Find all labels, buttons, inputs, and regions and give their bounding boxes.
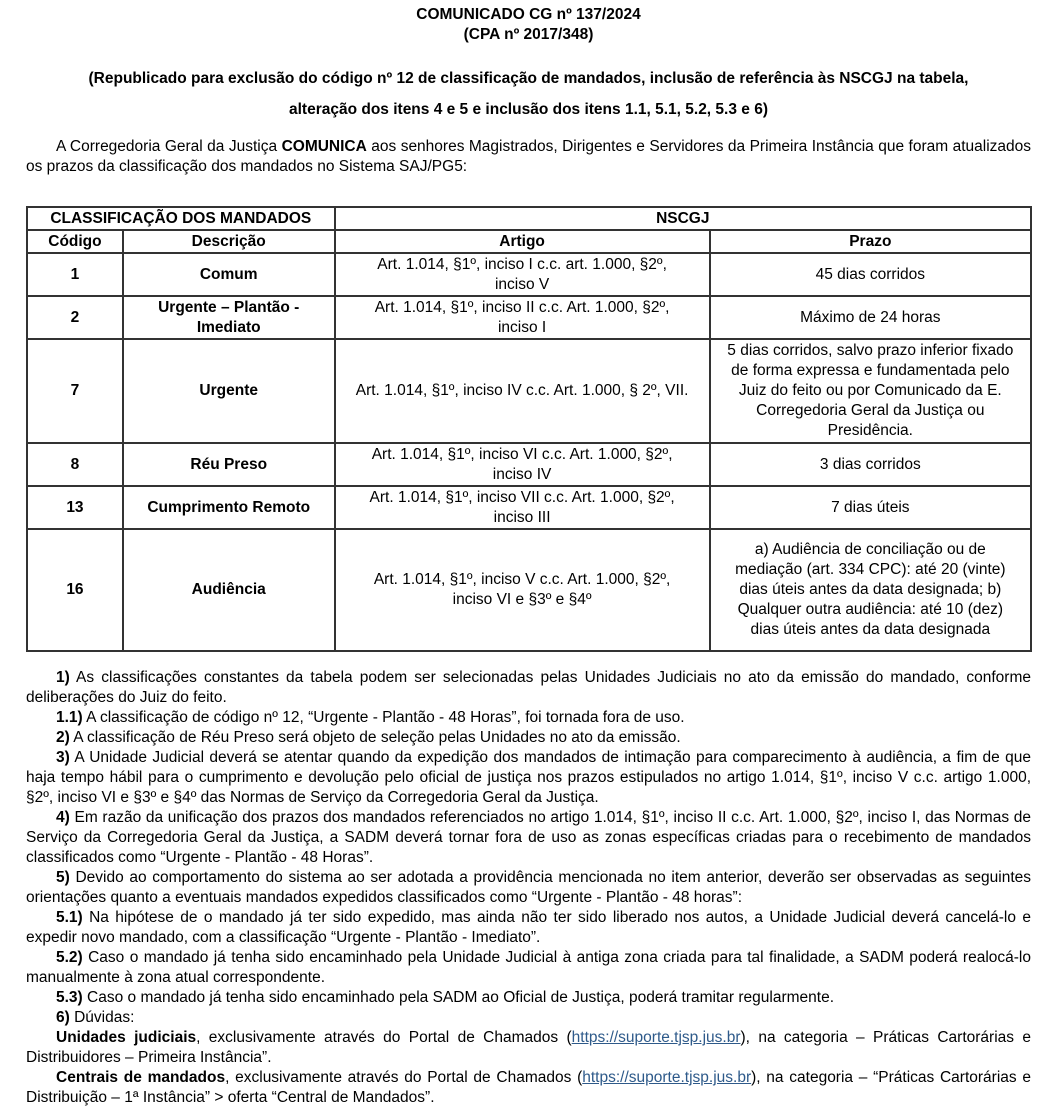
cell-prazo: a) Audiência de conciliação ou de mediação (art. 334 CPC): até 20 (vinte) dias úteis antes da data designada; b) Qualquer outra audiência: até 10 (dez) dias úteis antes da data designada [710,529,1031,651]
contact-text-before: , exclusivamente através do Portal de Chamados ( [225,1069,583,1086]
republication-note [26,63,1031,125]
note-item [26,908,1031,948]
contact-label: Centrais de mandados [56,1069,226,1086]
mandados-table [26,206,1032,652]
table-column-header-row [27,230,1031,253]
column-header-artigo: Artigo [335,230,710,253]
table-row [27,253,1031,296]
table-row [27,296,1031,339]
note-number: 5) [56,869,70,886]
note-number: 4) [56,809,70,826]
notes-section [26,668,1031,1108]
cell-desc: Audiência [123,529,335,651]
table-group-header-row [27,207,1031,230]
cell-code: 16 [27,529,123,651]
cell-code: 7 [27,339,123,443]
cell-artigo: Art. 1.014, §1º, inciso VI c.c. Art. 1.000, §2º, inciso IV [335,443,710,486]
support-portal-link[interactable]: https://suporte.tjsp.jus.br [571,1029,741,1046]
cell-desc: Cumprimento Remoto [123,486,335,529]
note-number: 1.1) [56,709,83,726]
intro-bold: COMUNICA [281,138,367,155]
note-item [26,808,1031,868]
contact-text-after: ), na categoria – “Práticas Cartorárias e Distribuição – 1ª Instância” > oferta “Central de Mandados”. [26,1069,1031,1106]
republication-line-1: (Republicado para exclusão do código nº 12 de classificação de mandados, inclusão de referência às NSCGJ na tabela, [88,70,969,87]
note-text: A classificação de código nº 12, “Urgente - Plantão - 48 Horas”, foi tornada fora de uso. [82,709,685,726]
note-number: 5.3) [56,989,83,1006]
table-row [27,529,1031,651]
intro-text-before: A Corregedoria Geral da Justiça [56,138,282,155]
note-text: A classificação de Réu Preso será objeto de seleção pelas Unidades no ato da emissão. [69,729,681,746]
note-item [26,948,1031,988]
note-item [26,708,1031,728]
cell-desc: Urgente – Plantão - Imediato [123,296,335,339]
note-text: Em razão da unificação dos prazos dos mandados referenciados no artigo 1.014, §1º, inciso II c.c. Art. 1.000, §2º, inciso I, das Normas de Serviço da Corregedoria Geral da Justiça, a SADM deverá tornar fora de uso as zonas específicas criadas para o recebimento de mandados classificados como “Urgente - Plantão - 48 Horas”. [26,809,1031,866]
note-text: Caso o mandado já tenha sido encaminhado pela Unidade Judicial à antiga zona criada para tal finalidade, a SADM poderá realocá-lo manualmente à zona atual correspondente. [26,949,1031,986]
note-text: Na hipótese de o mandado já ter sido expedido, mas ainda não ter sido liberado nos autos, a Unidade Judicial deverá cancelá-lo e expedir novo mandado, com a classificação “Urgente - Plantão - Imediato”. [26,909,1031,946]
intro-paragraph [26,137,1031,177]
note-number: 5.2) [56,949,83,966]
table-row [27,443,1031,486]
contact-label: Unidades judiciais [56,1029,197,1046]
cell-desc: Urgente [123,339,335,443]
note-item [26,1008,1031,1028]
note-item [26,868,1031,908]
republication-line-2: alteração dos itens 4 e 5 e inclusão dos itens 1.1, 5.1, 5.2, 5.3 e 6) [288,101,768,118]
cell-prazo: 3 dias corridos [710,443,1031,486]
cell-artigo: Art. 1.014, §1º, inciso II c.c. Art. 1.000, §2º, inciso I [335,296,710,339]
table-row [27,339,1031,443]
cell-prazo: 5 dias corridos, salvo prazo inferior fixado de forma expressa e fundamentada pelo Juiz do feito ou por Comunicado da E. Corregedoria Geral da Justiça ou Presidência. [710,339,1031,443]
cell-artigo: Art. 1.014, §1º, inciso V c.c. Art. 1.000, §2º, inciso VI e §3º e §4º [335,529,710,651]
cell-artigo: Art. 1.014, §1º, inciso I c.c. art. 1.000, §2º, inciso V [335,253,710,296]
cell-code: 13 [27,486,123,529]
contact-unidades-judiciais [26,1028,1031,1068]
note-number: 1) [56,669,70,686]
note-number: 5.1) [56,909,83,926]
cell-prazo: 7 dias úteis [710,486,1031,529]
document-title: COMUNICADO CG nº 137/2024 [416,6,641,23]
note-item [26,988,1031,1008]
cell-prazo: Máximo de 24 horas [710,296,1031,339]
cell-code: 8 [27,443,123,486]
note-item [26,748,1031,808]
note-number: 6) [56,1009,70,1026]
note-text: As classificações constantes da tabela podem ser selecionadas pelas Unidades Judiciais no ato da emissão do mandado, conforme deliberações do Juiz do feito. [26,669,1031,706]
contact-text-before: , exclusivamente através do Portal de Chamados ( [196,1029,572,1046]
cell-code: 2 [27,296,123,339]
group-header-nscgj: NSCGJ [335,207,1031,230]
table-row [27,486,1031,529]
cpa-number: (CPA nº 2017/348) [463,26,594,43]
cell-desc: Réu Preso [123,443,335,486]
cell-prazo: 45 dias corridos [710,253,1031,296]
note-text: Devido ao comportamento do sistema ao ser adotada a providência mencionada no item anterior, deverão ser observadas as seguintes orientações quanto a eventuais mandados expedidos classificados como “Urgente - Plantão - 48 horas”: [26,869,1031,906]
note-item [26,728,1031,748]
note-text: A Unidade Judicial deverá se atentar quando da expedição dos mandados de intimação para comparecimento à audiência, a fim de que haja tempo hábil para o cumprimento e devolução pelo oficial de justiça nos prazos estipulados no artigo 1.014, §1º, inciso V c.c. artigo 1.000, §2º, inciso VI e §3º e §4º das Normas de Serviço da Corregedoria Geral da Justiça. [26,749,1031,806]
intro-text-after: aos senhores Magistrados, Dirigentes e Servidores da Primeira Instância que foram atualizados os prazos da classificação dos mandados no Sistema SAJ/PG5: [26,138,1031,175]
column-header-codigo: Código [27,230,123,253]
contact-centrais-mandados [26,1068,1031,1108]
column-header-prazo: Prazo [710,230,1031,253]
column-header-descricao: Descrição [123,230,335,253]
cell-artigo: Art. 1.014, §1º, inciso VII c.c. Art. 1.000, §2º, inciso III [335,486,710,529]
cell-code: 1 [27,253,123,296]
note-item [26,668,1031,708]
support-portal-link[interactable]: https://suporte.tjsp.jus.br [582,1069,752,1086]
cell-artigo: Art. 1.014, §1º, inciso IV c.c. Art. 1.000, § 2º, VII. [335,339,710,443]
contact-text-after: ), na categoria – Práticas Cartorárias e Distribuidores – Primeira Instância”. [26,1029,1031,1066]
note-text: Dúvidas: [69,1009,135,1026]
note-number: 2) [56,729,70,746]
group-header-classificacao: CLASSIFICAÇÃO DOS MANDADOS [27,207,335,230]
note-text: Caso o mandado já tenha sido encaminhado pela SADM ao Oficial de Justiça, poderá tramitar regularmente. [82,989,835,1006]
cell-desc: Comum [123,253,335,296]
note-number: 3) [56,749,70,766]
